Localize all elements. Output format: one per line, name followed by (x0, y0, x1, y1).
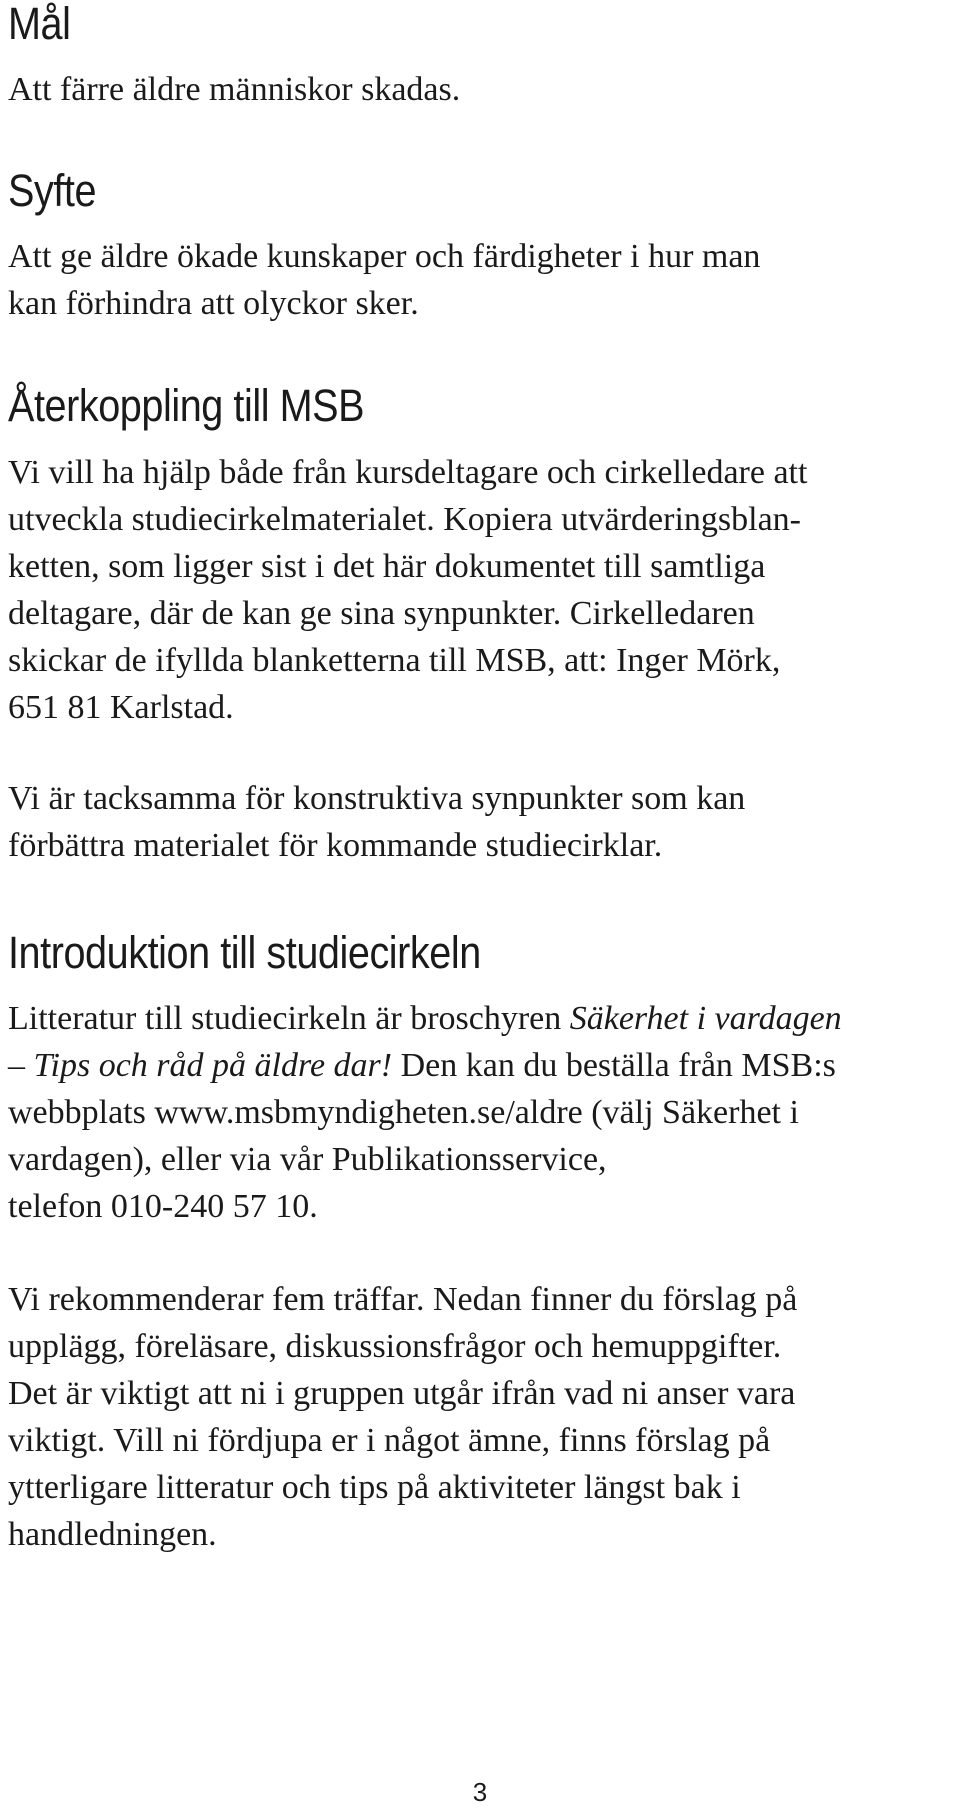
text-line: webbplats www.msbmyndigheten.se/aldre (välj Säkerhet i (8, 1094, 799, 1131)
text-line: upplägg, föreläsare, diskussionsfrågor och hemuppgifter. (8, 1328, 782, 1365)
heading-mal: Mål (8, 0, 71, 49)
text-line: handledningen. (8, 1516, 217, 1553)
text-line: förbättra materialet för kommande studiecirklar. (8, 827, 663, 864)
heading-introduktion: Introduktion till studiecirkeln (8, 927, 481, 978)
paragraph-aterkoppling-2 (8, 775, 745, 869)
text-line: utveckla studiecirkelmaterialet. Kopiera utvärderingsblan- (8, 501, 802, 538)
text-line: deltagare, där de kan ge sina synpunkter. Cirkelledaren (8, 595, 755, 632)
text-line (8, 1042, 842, 1089)
text-line: Vi är tacksamma för konstruktiva synpunkter som kan (8, 780, 746, 817)
text-line: skickar de ifyllda blanketterna till MSB, att: Inger Mörk, (8, 642, 781, 679)
text-line: Vi rekommenderar fem träffar. Nedan finner du förslag på (8, 1281, 798, 1318)
text-line: Det är viktigt att ni i gruppen utgår ifrån vad ni anser vara (8, 1375, 796, 1412)
text-line (8, 995, 842, 1042)
paragraph-introduktion-2 (8, 1276, 797, 1558)
text-line: 651 81 Karlstad. (8, 689, 234, 726)
paragraph-syfte (8, 233, 760, 327)
text-line: Att färre äldre människor skadas. (8, 71, 461, 108)
text-line: Vi vill ha hjälp både från kursdeltagare och cirkelledare att (8, 454, 808, 491)
heading-aterkoppling: Återkoppling till MSB (8, 380, 365, 431)
text-run: Litteratur till studiecirkeln är broschyren (8, 1000, 570, 1037)
text-line: kan förhindra att olyckor sker. (8, 285, 419, 322)
text-line: vardagen), eller via vår Publikationsservice, (8, 1141, 607, 1178)
page-number: 3 (472, 1777, 488, 1807)
text-line: viktigt. Vill ni fördjupa er i något ämne, finns förslag på (8, 1422, 771, 1459)
heading-syfte: Syfte (8, 165, 97, 216)
text-line: ketten, som ligger sist i det här dokumentet till samtliga (8, 548, 766, 585)
brochure-subtitle: – Tips och råd på äldre dar! (8, 1047, 393, 1084)
paragraph-introduktion-1 (8, 995, 842, 1230)
text-line: ytterligare litteratur och tips på aktiviteter längst bak i (8, 1469, 741, 1506)
paragraph-aterkoppling-1 (8, 449, 807, 731)
paragraph-mal (8, 66, 460, 113)
text-run: Den kan du beställa från MSB:s (392, 1047, 836, 1084)
brochure-title: Säkerhet i vardagen (569, 1000, 842, 1037)
text-line: Att ge äldre ökade kunskaper och färdigheter i hur man (8, 238, 761, 275)
text-line: telefon 010-240 57 10. (8, 1188, 318, 1225)
